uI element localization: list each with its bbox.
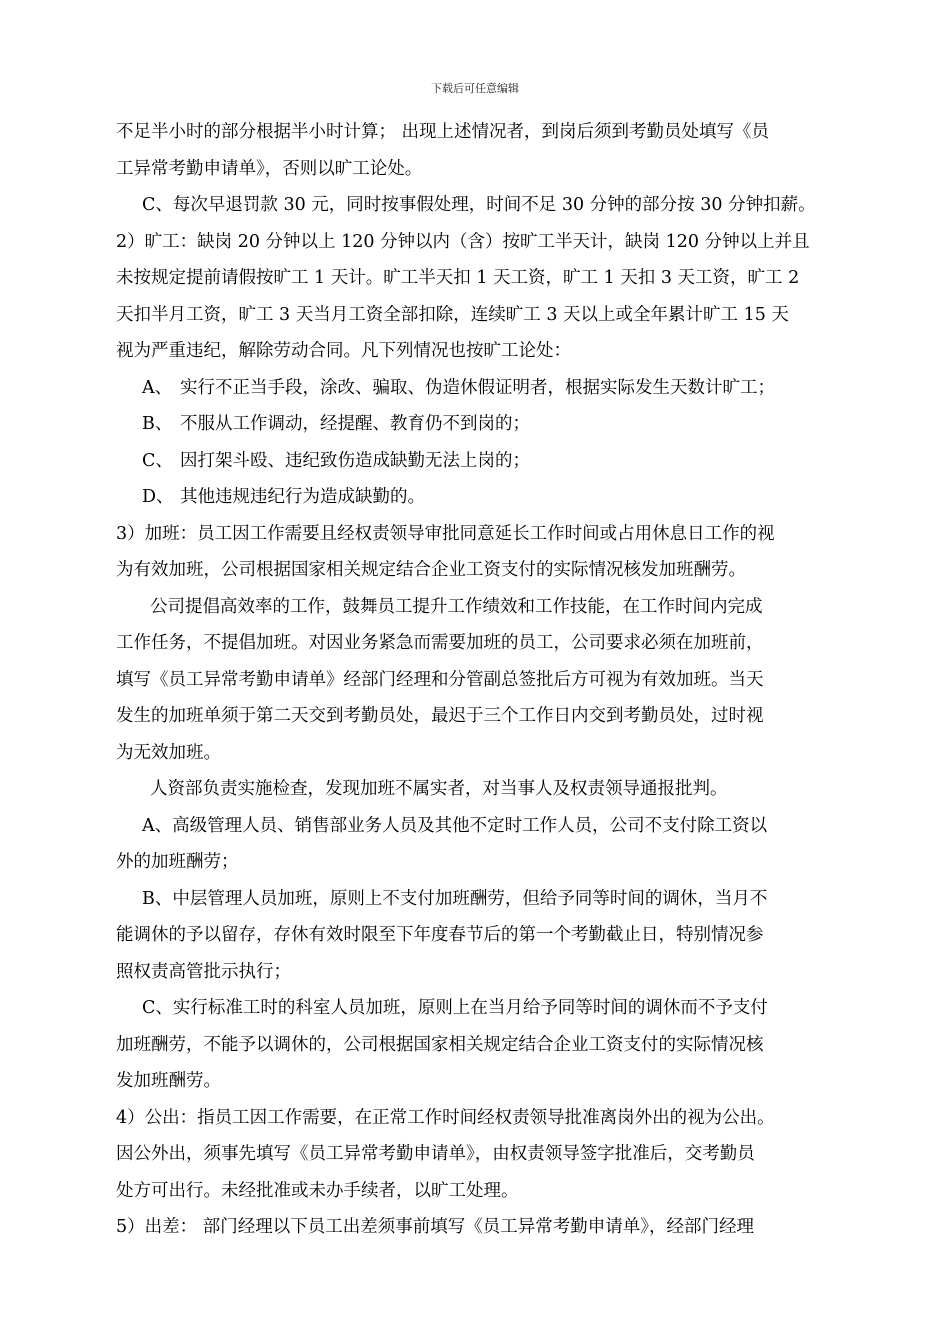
text-line: 为有效加班，公司根据国家相关规定结合企业工资支付的实际情况核发加班酬劳。: [116, 560, 746, 580]
text-line: B、中层管理人员加班，原则上不支付加班酬劳，但给予同等时间的调休，当月不: [142, 888, 768, 909]
text-line: 未按规定提前请假按旷工 1 天计。旷工半天扣 1 天工资，旷工 1 天扣 3 天工资，旷工 2: [116, 268, 800, 288]
list-item-text: 实行不正当手段，涂改、骗取、伪造休假证明者，根据实际发生天数计旷工；: [180, 377, 775, 398]
list-marker: B、: [142, 414, 173, 434]
list-item-text: 其他违规违纪行为造成缺勤的。: [180, 487, 425, 507]
list-item: [116, 443, 840, 480]
page-header: 下载后可任意编辑: [431, 82, 519, 95]
text-line: 不足半小时的部分根据半小时计算； 出现上述情况者，到岗后须到考勤员处填写《员: [116, 122, 770, 142]
text-line: 因公外出，须事先填写《员工异常考勤申请单》，由权责领导签字批准后，交考勤员: [116, 1144, 755, 1164]
text-line: 工作任务，不提倡加班。对因业务紧急而需要加班的员工，公司要求必须在加班前，: [116, 633, 764, 653]
list-marker: A、: [142, 377, 173, 398]
list-marker: D、: [142, 487, 174, 507]
list-item: [116, 406, 840, 443]
text-line: 天扣半月工资，旷工 3 天当月工资全部扣除，连续旷工 3 天以上或全年累计旷工 15 天: [116, 304, 789, 325]
text-line: 照权责高管批示执行；: [116, 961, 291, 982]
text-line: 3）加班：员工因工作需要且经权责领导审批同意延长工作时间或占用休息日工作的视: [116, 523, 775, 544]
text-line: 能调休的予以留存，存休有效时限至下年度春节后的第一个考勤截止日，特别情况参: [116, 925, 764, 945]
list-item: [116, 479, 840, 516]
text-line: 填写《员工异常考勤申请单》经部门经理和分管副总签批后方可视为有效加班。当天: [116, 669, 764, 690]
list-item-text: 不服从工作调动，经提醒、教育仍不到岗的；: [180, 414, 530, 434]
text-line: 为无效加班。: [116, 742, 221, 763]
list-item: [116, 370, 840, 407]
text-line: 公司提倡高效率的工作，鼓舞员工提升工作绩效和工作技能，在工作时间内完成: [150, 596, 763, 617]
text-line: 外的加班酬劳；: [116, 852, 239, 872]
text-line: 4）公出：指员工因工作需要，在正常工作时间经权责领导批准离岗外出的视为公出。: [116, 1107, 775, 1128]
text-line: 处方可出行。未经批准或未办手续者，以旷工处理。: [116, 1180, 519, 1201]
list-item-text: 因打架斗殴、违纪致伤造成缺勤无法上岗的；: [180, 450, 530, 471]
text-line: 发加班酬劳。: [116, 1071, 221, 1091]
text-line: 视为严重违纪，解除劳动合同。凡下列情况也按旷工论处：: [116, 341, 571, 361]
text-line: 2）旷工：缺岗 20 分钟以上 120 分钟以内（含）按旷工半天计，缺岗 120 分钟以上并且: [116, 231, 810, 252]
text-line: C、每次早退罚款 30 元，同时按事假处理，时间不足 30 分钟的部分按 30 分钟扣薪。: [142, 195, 816, 215]
text-line: C、实行标准工时的科室人员加班，原则上在当月给予同等时间的调休而不予支付: [142, 998, 768, 1018]
text-line: 加班酬劳，不能予以调休的，公司根据国家相关规定结合企业工资支付的实际情况核: [116, 1034, 764, 1055]
text-line: 人资部负责实施检查，发现加班不属实者，对当事人及权责领导通报批判。: [150, 779, 728, 799]
text-line: A、高级管理人员、销售部业务人员及其他不定时工作人员，公司不支付除工资以: [142, 815, 768, 836]
text-line: 发生的加班单须于第二天交到考勤员处，最迟于三个工作日内交到考勤员处，过时视: [116, 706, 764, 726]
list-marker: C、: [142, 450, 173, 471]
text-line: 5）出差： 部门经理以下员工出差须事前填写《员工异常考勤申请单》，经部门经理: [116, 1217, 754, 1237]
text-line: 工异常考勤申请单》，否则以旷工论处。: [116, 158, 423, 179]
document-body: [116, 114, 840, 1246]
